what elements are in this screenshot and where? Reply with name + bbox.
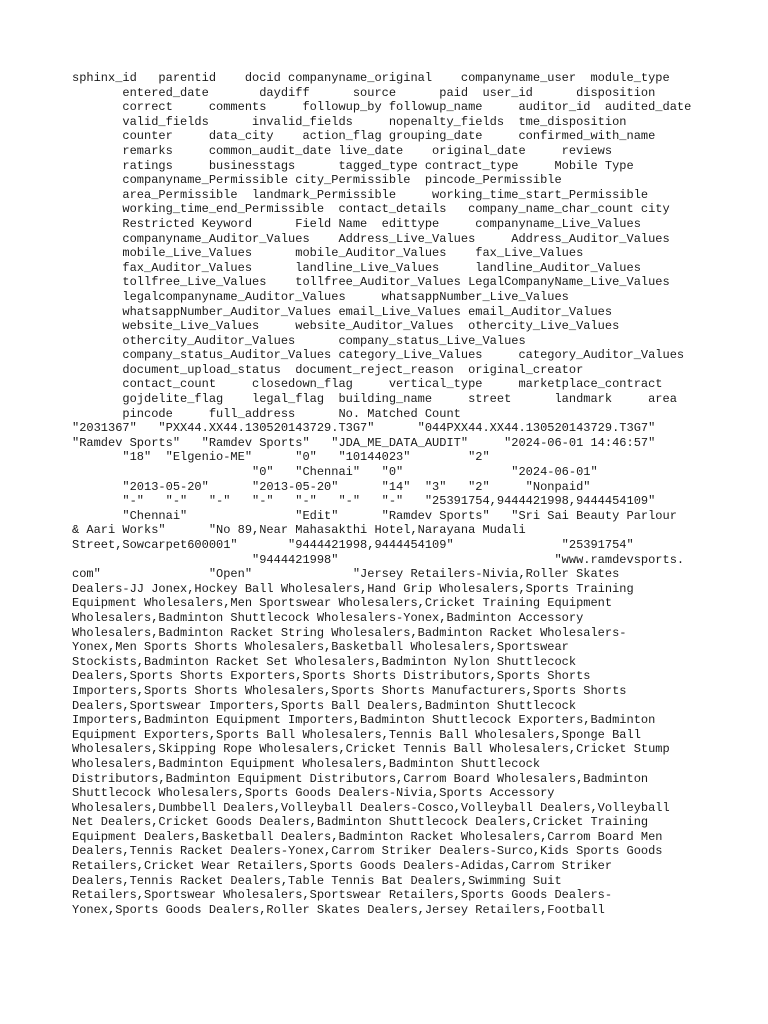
record-line: Shuttlecock Wholesalers,Sports Goods Dealers-Nivia,Sports Accessory	[72, 786, 555, 801]
record-line: Equipment Exporters,Sports Ball Wholesalers,Tennis Ball Wholesalers,Sponge Ball	[72, 727, 641, 742]
record-line: Equipment Wholesalers,Men Sportswear Wholesalers,Cricket Training Equipment	[72, 596, 613, 611]
record-line: Equipment Dealers,Basketball Dealers,Badminton Racket Wholesalers,Carrom Board Men	[72, 829, 663, 844]
header-line: legalcompanyname_Auditor_Values whatsappNumber_Live_Values	[72, 289, 569, 304]
record-line: Net Dealers,Cricket Goods Dealers,Badminton Shuttlecock Dealers,Cricket Training	[72, 815, 649, 830]
record-line: Yonex,Sports Goods Dealers,Roller Skates Dealers,Jersey Retailers,Football	[72, 902, 605, 917]
header-line: mobile_Live_Values mobile_Auditor_Values fax_Live_Values	[72, 246, 584, 261]
document-page	[72, 71, 712, 917]
header-line: companyname_Permissible city_Permissible pincode_Permissible	[72, 173, 562, 188]
data-record	[72, 421, 712, 917]
header-line: contact_count closedown_flag vertical_type marketplace_contract	[72, 377, 663, 392]
record-line: Importers,Badminton Equipment Importers,Badminton Shuttlecock Exporters,Badminton	[72, 713, 656, 728]
record-line: Yonex,Men Sports Shorts Wholesalers,Basketball Wholesalers,Sportswear	[72, 640, 569, 655]
record-line: com" "Open" "Jersey Retailers-Nivia,Roller Skates	[72, 567, 620, 582]
record-line: Dealers,Tennis Racket Dealers-Yonex,Carrom Striker Dealers-Surco,Kids Sports Goods	[72, 844, 663, 859]
record-line: "2013-05-20" "2013-05-20" "14" "3" "2" "Nonpaid"	[72, 479, 591, 494]
header-line: valid_fields invalid_fields nopenalty_fields tme_disposition	[72, 114, 627, 129]
record-line: Stockists,Badminton Racket Set Wholesalers,Badminton Nylon Shuttlecock	[72, 654, 577, 669]
record-line: Dealers,Tennis Racket Dealers,Table Tennis Bat Dealers,Swimming Suit	[72, 873, 562, 888]
record-line: Importers,Sports Shorts Wholesalers,Sports Shorts Manufacturers,Sports Shorts	[72, 683, 627, 698]
header-line: correct comments followup_by followup_name auditor_id audited_date	[72, 100, 692, 115]
record-line: "Chennai" "Edit" "Ramdev Sports" "Sri Sai Beauty Parlour	[72, 508, 677, 523]
record-line: Wholesalers,Dumbbell Dealers,Volleyball Dealers-Cosco,Volleyball Dealers,Volleyball	[72, 800, 670, 815]
header-line: ratings businesstags tagged_type contract_type Mobile Type	[72, 158, 634, 173]
header-line: companyname_Auditor_Values Address_Live_Values Address_Auditor_Values	[72, 231, 670, 246]
record-line: & Aari Works" "No 89,Near Mahasakthi Hotel,Narayana Mudali	[72, 523, 526, 538]
header-line: Restricted Keyword Field Name edittype companyname_Live_Values	[72, 216, 641, 231]
header-line: counter data_city action_flag grouping_date confirmed_with_name	[72, 129, 656, 144]
header-line: tollfree_Live_Values tollfree_Auditor_Values LegalCompanyName_Live_Values	[72, 275, 670, 290]
header-line: pincode full_address No. Matched Count	[72, 406, 461, 421]
header-line: website_Live_Values website_Auditor_Values othercity_Live_Values	[72, 319, 620, 334]
record-line: Wholesalers,Badminton Racket String Wholesalers,Badminton Racket Wholesalers-	[72, 625, 627, 640]
header-line: area_Permissible landmark_Permissible working_time_start_Permissible	[72, 187, 649, 202]
record-line: "0" "Chennai" "0" "2024-06-01"	[72, 465, 598, 480]
header-line: entered_date daydiff source paid user_id disposition	[72, 85, 656, 100]
record-line: "9444421998" "www.ramdevsports.	[72, 552, 685, 567]
header-field-list	[72, 71, 712, 421]
header-line: remarks common_audit_date live_date original_date reviews	[72, 143, 613, 158]
record-line: Retailers,Cricket Wear Retailers,Sports Goods Dealers-Adidas,Carrom Striker	[72, 859, 613, 874]
record-line: Wholesalers,Badminton Equipment Wholesalers,Badminton Shuttlecock	[72, 756, 541, 771]
record-line: Wholesalers,Badminton Shuttlecock Wholesalers-Yonex,Badminton Accessory	[72, 610, 584, 625]
record-line: Dealers,Sportswear Importers,Sports Ball Dealers,Badminton Shuttlecock	[72, 698, 577, 713]
record-line: "Ramdev Sports" "Ramdev Sports" "JDA_ME_DATA_AUDIT" "2024-06-01 14:46:57"	[72, 435, 656, 450]
header-line: company_status_Auditor_Values category_Live_Values category_Auditor_Values	[72, 348, 685, 363]
header-line: fax_Auditor_Values landline_Live_Values landline_Auditor_Values	[72, 260, 641, 275]
header-line: whatsappNumber_Auditor_Values email_Live_Values email_Auditor_Values	[72, 304, 613, 319]
record-line: Street,Sowcarpet600001" "9444421998,9444454109" "25391754"	[72, 538, 634, 552]
record-line: Dealers-JJ Jonex,Hockey Ball Wholesalers,Hand Grip Wholesalers,Sports Training	[72, 581, 634, 596]
header-line: gojdelite_flag legal_flag building_name street landmark area	[72, 392, 677, 407]
header-line: sphinx_id parentid docid companyname_original companyname_user module_type	[72, 71, 670, 85]
record-line: "18" "Elgenio-ME" "0" "10144023" "2"	[72, 450, 490, 465]
header-line: document_upload_status document_reject_reason original_creator	[72, 362, 584, 377]
record-line: Wholesalers,Skipping Rope Wholesalers,Cricket Tennis Ball Wholesalers,Cricket Stump	[72, 742, 670, 757]
record-line: Dealers,Sports Shorts Exporters,Sports Shorts Distributors,Sports Shorts	[72, 669, 591, 684]
record-line: Retailers,Sportswear Wholesalers,Sportswear Retailers,Sports Goods Dealers-	[72, 888, 613, 903]
header-line: othercity_Auditor_Values company_status_Live_Values	[72, 333, 526, 348]
record-line: "2031367" "PXX44.XX44.130520143729.T3G7" "044PXX44.XX44.130520143729.T3G7"	[72, 421, 656, 436]
record-line: "-" "-" "-" "-" "-" "-" "-" "25391754,9444421998,9444454109"	[72, 494, 656, 509]
record-line: Distributors,Badminton Equipment Distributors,Carrom Board Wholesalers,Badminton	[72, 771, 649, 786]
header-line: working_time_end_Permissible contact_details company_name_char_count city	[72, 202, 670, 217]
